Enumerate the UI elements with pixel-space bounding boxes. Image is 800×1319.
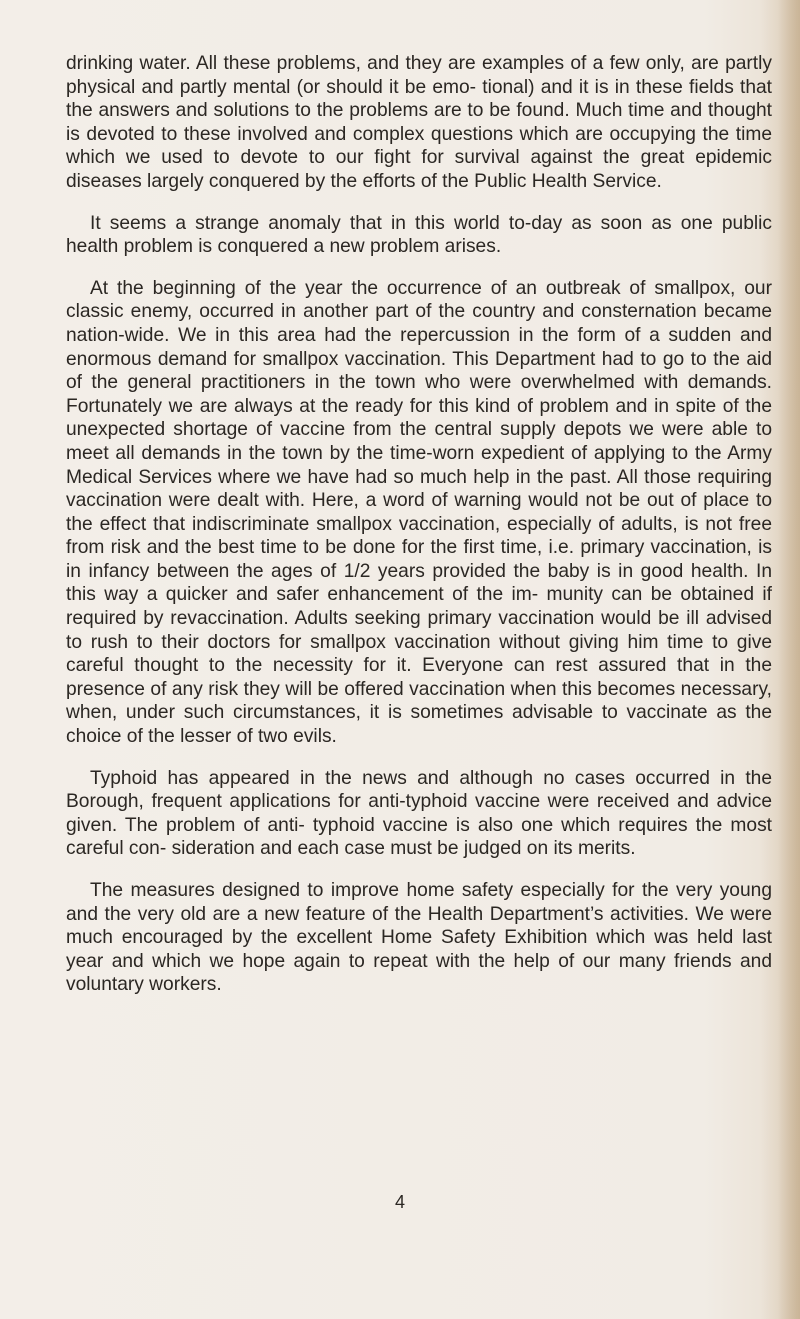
paragraph-smallpox: At the beginning of the year the occurrence of an outbreak of smallpox, our classic enemy, occurred in another part of the country and consternation became nation-wide. We in this area had the repercussion in the form of a sudden and enormous demand for smallpox vaccination. This Department had to go to the aid of the general practitioners in the town who were overwhelmed with demands. Fortunately we are always at the ready for this kind of problem and in spite of the unexpected shortage of vaccine from the central supply depots we were able to meet all demands in the town by the time-worn expedient of applying to the Army Medical Services where we have had so much help in the past. All those requiring vaccination were dealt with. Here, a word of warning would not be out of place to the effect that indiscriminate smallpox vaccination, especially of adults, is not free from risk and the best time to be done for the first time, i.e. primary vaccination, is in infancy between the ages of 1/2 years provided the baby is in good health. In this way a quicker and safer enhancement of the im- munity can be obtained if required by revaccination. Adults seeking primary vaccination would be ill advised to rush to their doctors for smallpox vaccination without giving him time to give careful thought to the necessity for it. Everyone can rest assured that in the presence of any risk they will be offered vaccination when this becomes necessary, when, under such circumstances, it is sometimes advisable to vaccinate as the choice of the lesser of two evils.: [66, 277, 772, 748]
body-text: [66, 52, 772, 1015]
paragraph-typhoid: Typhoid has appeared in the news and although no cases occurred in the Borough, frequent applications for anti-typhoid vaccine were received and advice given. The problem of anti- typhoid vaccine is also one which requires the most careful con- sideration and each case must be judged on its merits.: [66, 767, 772, 860]
paragraph-anomaly: It seems a strange anomaly that in this world to-day as soon as one public health problem is conquered a new problem arises.: [66, 212, 772, 258]
paragraph-home-safety: The measures designed to improve home safety especially for the very young and the very old are a new feature of the Health Department’s activities. We were much encouraged by the excellent Home Safety Exhibition which was held last year and which we hope again to repeat with the help of our many friends and voluntary workers.: [66, 880, 772, 996]
page-number: 4: [394, 1192, 405, 1212]
paragraph-continuation: drinking water. All these problems, and they are examples of a few only, are partly physical and partly mental (or should it be emo- tional) and it is in these fields that the answers and solutions to the problems are to be found. Much time and thought is devoted to these involved and complex questions which are occupying the time which we used to devote to our fight for survival against the great epidemic diseases largely conquered by the efforts of the Public Health Service.: [66, 53, 772, 192]
page-edge-shadow: [778, 0, 800, 1319]
